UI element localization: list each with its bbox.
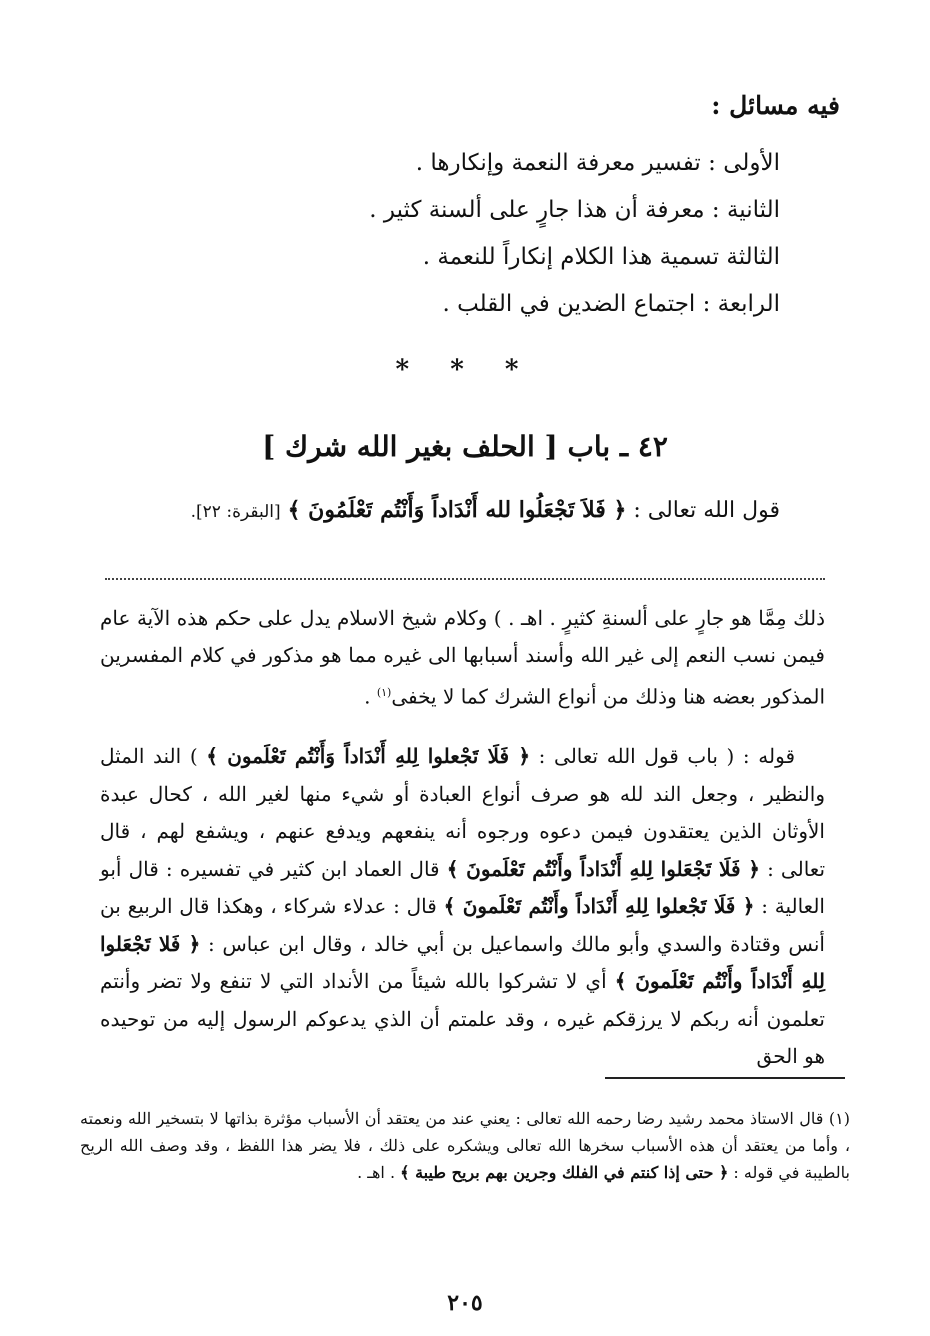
dotted-divider xyxy=(105,578,825,580)
commentary-paragraph xyxy=(100,738,825,1076)
paragraph-text: قال : عدلاء شركاء ، وهكذا قال الربيع بن أنس وقتادة والسدي وأبو مالك واسماعيل بن أبي خالد ، وقال ابن عباس : xyxy=(100,894,825,956)
footnote-text: (١) قال الاستاذ محمد رشيد رضا رحمه الله تعالى : يعني عند من يعتقد أن الأسباب مؤثرة بذاتها لا بتسخير الله ونعمته ، وأما من يعتقد أن هذه الأسباب سخرها الله تعالى ويشكره على ذلك ، فلا يضر هذا اللفظ ، وقد وصف الله الريح بالطيبة في قوله : xyxy=(80,1109,850,1182)
commentary-paragraph xyxy=(100,600,825,716)
quran-verse: ﴿ فَلا تَجْعَلوا لِلهِ أَنْدَاداً وأَنْتُم تَعْلَمونَ ﴾ xyxy=(100,931,825,993)
chapter-verse xyxy=(120,490,780,532)
paragraph-text: قوله : ( باب قول الله تعالى : xyxy=(530,744,795,768)
paragraph-text: ذلك مِمَّا هو جارٍ على ألسنةِ كثيرٍ . اهـ . ) وكلام شيخ الاسلام يدل على حكم هذه الآية عام فيمن نسب النعم إلى غير الله وأسند أسبابها الى غيره مما هو مذكور في كلام المفسرين المذكور بعضه هنا وذلك من أنواع الشرك كما لا يخفى xyxy=(100,606,825,709)
quran-verse: ﴿ فَلَا تَجْعلوا لِلهِ أَنْدَاداً وَأَنْتُم تَعْلَمون ﴾ xyxy=(206,744,531,768)
quran-verse: ﴿ فَلاَ تَجْعَلُوا لله أَنْدَاداً وَأَنْتُم تَعْلَمُونَ ﴾ xyxy=(287,497,627,523)
quran-verse: ﴿ فَلَا تَجْعلوا لِلهِ أَنْدَاداً وأَنْتُم تَعْلَمونَ ﴾ xyxy=(443,894,755,918)
verse-intro: قول الله تعالى : xyxy=(633,498,780,523)
issue-item: الثانية : معرفة أن هذا جارٍ على ألسنة كثير . xyxy=(369,197,780,223)
footnote xyxy=(80,1105,850,1186)
issues-heading: فيه مسائل : xyxy=(711,91,840,120)
page-number: ٢٠٥ xyxy=(447,1290,483,1316)
paragraph-end: . xyxy=(364,684,377,709)
issue-item: الرابعة : اجتماع الضدين في القلب . xyxy=(442,291,780,317)
footnote-marker: (١) xyxy=(376,686,392,699)
paragraph-text: أي لا تشركوا بالله شيئاً من الأنداد التي لا تنفع ولا تضر وأنتم تعلمون أنه ربكم لا يرزقكم غيره ، وقد علمتم أن الذي يدعوكم الرسول إليه من توحيده هو الحق xyxy=(100,969,825,1068)
footnote-divider xyxy=(605,1077,845,1079)
verse-reference: [البقرة: ٢٢]. xyxy=(190,502,281,522)
paragraph-text: ) الند المثل والنظير ، وجعل الند لله هو صرف أنواع العبادة أو شيء منها لغير الله ، كحال عبدة الأوثان الذين يعتقدون فيمن دعوه ورجوه أنه ينفعهم ويدفع عنهم ، ويشفع لهم ، قال تعالى : xyxy=(100,744,826,881)
quran-verse: ﴿ فَلَا تَجْعَلوا لِلهِ أَنْدَاداً وأَنْتُم تَعْلَمونَ ﴾ xyxy=(446,856,760,881)
issues-list xyxy=(180,140,780,328)
paragraph-text: قال العماد ابن كثير في تفسيره : قال أبو العالية : xyxy=(100,856,825,918)
chapter-title: ٤٢ ـ باب [ الحلف بغير الله شرك ] xyxy=(262,430,668,463)
quran-verse: ﴿ حتى إذا كنتم في الفلك وجرين بهم بريح طيبة ﴾ xyxy=(400,1163,729,1182)
section-separator: * * * xyxy=(395,355,535,385)
issue-item: الثالثة تسمية هذا الكلام إنكاراً للنعمة . xyxy=(422,244,780,270)
issue-item: الأولى : تفسير معرفة النعمة وإنكارها . xyxy=(415,150,780,176)
footnote-text: . اهـ . xyxy=(357,1163,401,1182)
